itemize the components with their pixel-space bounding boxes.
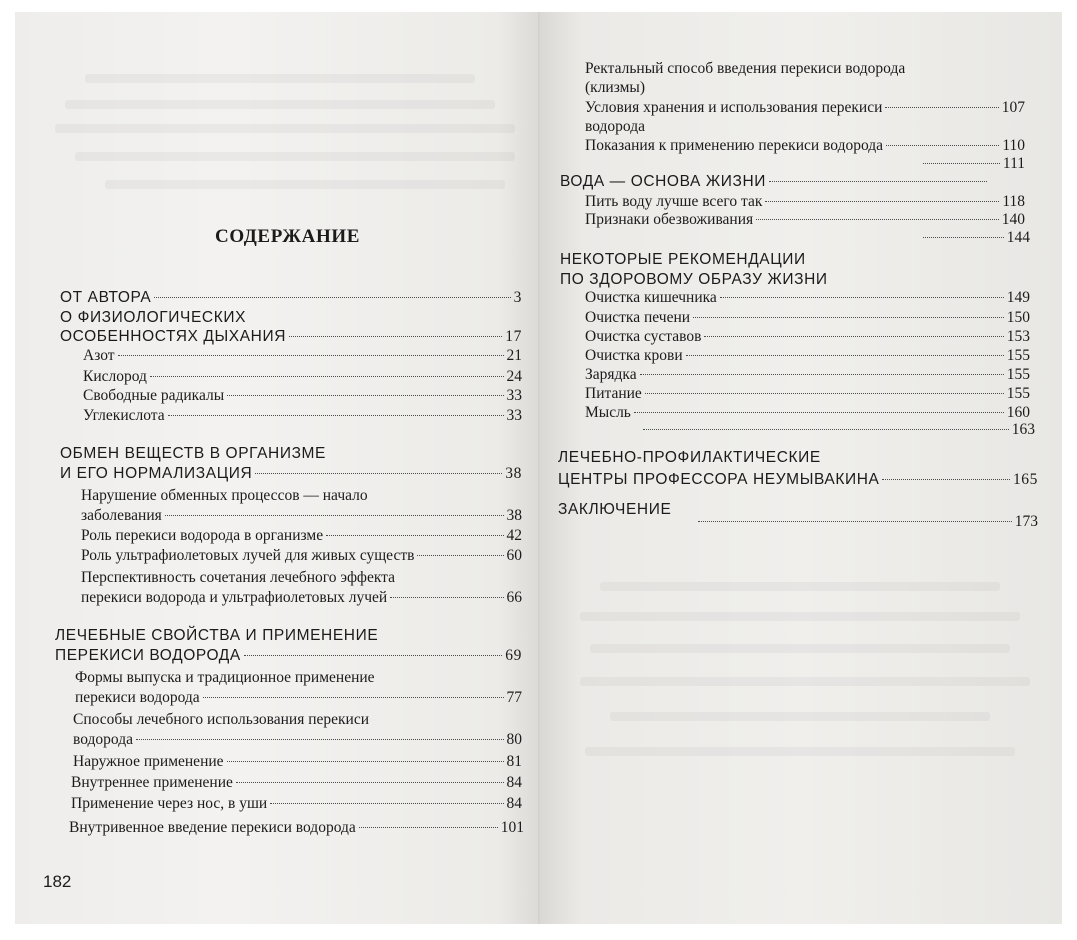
toc-entry-title: ЦЕНТРЫ ПРОФЕССОРА НЕУМЫВАКИНА <box>558 471 880 488</box>
leader-dots <box>720 297 1004 298</box>
show-through-text <box>600 582 1000 591</box>
leader-dots <box>923 163 1000 164</box>
toc-entry-page: 165 <box>1012 471 1038 488</box>
leader-dots <box>390 597 503 598</box>
toc-entry-page: 155 <box>1006 385 1030 402</box>
leader-dots <box>168 415 504 416</box>
leader-dots <box>203 697 504 698</box>
toc-entry <box>69 818 524 837</box>
toc-entry-page: 84 <box>506 795 522 812</box>
leader-dots <box>255 473 502 474</box>
show-through-text <box>585 747 1015 756</box>
toc-entry <box>83 386 522 405</box>
leader-dots <box>882 479 1009 480</box>
toc-entry <box>920 228 1030 247</box>
toc-entry <box>83 406 522 425</box>
page-number: 182 <box>43 872 72 891</box>
show-through-text <box>590 644 1010 653</box>
leader-dots <box>698 521 1012 522</box>
toc-entry-title: Признаки обезвоживания <box>585 211 754 228</box>
toc-entry-title: Зарядка <box>585 366 637 383</box>
toc-entry-page: 153 <box>1006 328 1030 345</box>
toc-entry-title: Перспективность сочетания лечебного эффекта <box>81 569 395 586</box>
toc-entry-page: 107 <box>1001 99 1025 116</box>
toc-entry-title: Способы лечебного использования перекиси <box>73 711 369 728</box>
show-through-text <box>105 180 505 189</box>
toc-entry <box>585 192 1025 211</box>
leader-dots <box>634 412 1004 413</box>
toc-entry-page: 155 <box>1006 366 1030 383</box>
toc-entry-title: Очистка печени <box>585 309 691 326</box>
leader-dots <box>923 237 1004 238</box>
toc-entry-title: Очистка крови <box>585 347 683 364</box>
toc-entry-title: Условия хранения и использования перекиси <box>585 99 883 116</box>
leader-dots <box>417 555 503 556</box>
toc-entry-title: перекиси водорода <box>75 689 200 706</box>
toc-entry <box>585 327 1030 346</box>
toc-entry-title: Нарушение обменных процессов — начало <box>81 487 368 504</box>
toc-entry <box>71 794 522 813</box>
show-through-text <box>75 152 515 161</box>
toc-entry-title: (клизмы) <box>585 79 646 96</box>
toc-entry-page: 80 <box>506 731 522 748</box>
left-page <box>15 12 540 924</box>
toc-entry <box>585 384 1030 403</box>
toc-entry-page: 144 <box>1006 229 1030 246</box>
toc-entry-page: 160 <box>1006 404 1030 421</box>
toc-entry-page: 111 <box>1002 155 1025 172</box>
show-through-text <box>610 712 990 721</box>
toc-entry-title: Свободные радикалы <box>83 387 225 404</box>
toc-entry-page: 38 <box>506 507 522 524</box>
show-through-text <box>55 124 515 133</box>
toc-entry-title: Кислород <box>83 368 147 385</box>
toc-entry-title: Ректальный способ введения перекиси водорода <box>585 60 906 77</box>
leader-dots <box>236 782 504 783</box>
toc-entry <box>81 568 395 587</box>
toc-entry <box>558 470 1038 489</box>
toc-entry <box>60 464 522 483</box>
leader-dots <box>270 803 503 804</box>
toc-entry-title: Питание <box>585 385 642 402</box>
toc-entry-title: Очистка кишечника <box>585 289 717 306</box>
right-page <box>540 12 1062 924</box>
toc-entry-title: Углекислота <box>83 407 165 424</box>
leader-dots <box>165 515 504 516</box>
leader-dots <box>645 393 1004 394</box>
toc-entry-page: 140 <box>1001 211 1025 228</box>
toc-entry <box>585 288 1030 307</box>
toc-entry <box>83 346 522 365</box>
toc-entry-title: ВОДА — ОСНОВА ЖИЗНИ <box>560 173 767 190</box>
toc-entry-title: ОТ АВТОРА <box>60 289 152 306</box>
show-through-text <box>580 677 1030 686</box>
toc-entry-title: заболевания <box>81 507 162 524</box>
toc-entry <box>640 420 1035 439</box>
toc-entry-title: ПО ЗДОРОВОМУ ОБРАЗУ ЖИЗНИ <box>560 271 828 288</box>
toc-entry <box>71 773 522 792</box>
toc-entry-page: 163 <box>1011 421 1035 438</box>
show-through-text <box>65 100 495 109</box>
toc-entry-title: Очистка суставов <box>585 328 702 345</box>
toc-entry-title: Внутреннее применение <box>71 774 233 791</box>
leader-dots <box>227 395 503 396</box>
toc-entry-title: Роль ультрафиолетовых лучей для живых существ <box>81 547 415 564</box>
toc-entry-page: 3 <box>513 289 522 306</box>
toc-entry-page: 101 <box>500 819 524 836</box>
toc-entry <box>73 710 369 729</box>
toc-entry <box>920 154 1025 173</box>
toc-entry-page: 42 <box>506 527 522 544</box>
toc-entry <box>585 346 1030 365</box>
leader-dots <box>769 181 987 182</box>
toc-entry <box>560 270 828 289</box>
toc-entry-title: И ЕГО НОРМАЛИЗАЦИЯ <box>60 465 253 482</box>
toc-entry <box>585 365 1030 384</box>
show-through-text <box>580 612 1020 621</box>
toc-entry <box>81 526 522 545</box>
toc-entry <box>560 250 806 269</box>
toc-entry-page: 155 <box>1006 347 1030 364</box>
toc-entry-page: 150 <box>1006 309 1030 326</box>
toc-entry-page: 84 <box>506 774 522 791</box>
toc-entry-title: Азот <box>83 347 115 364</box>
toc-entry-title: перекиси водорода и ультрафиолетовых лучей <box>81 589 388 606</box>
toc-entry-title: Мысль <box>585 404 631 421</box>
toc-entry <box>60 327 522 346</box>
leader-dots <box>704 336 1003 337</box>
toc-entry-page: 69 <box>505 647 522 664</box>
toc-entry-title: Применение через нос, в уши <box>71 795 268 812</box>
toc-entry-title: водорода <box>73 731 133 748</box>
toc-entry-page: 77 <box>506 689 522 706</box>
leader-dots <box>227 761 504 762</box>
toc-entry-page: 24 <box>506 368 522 385</box>
leader-dots <box>693 317 1004 318</box>
toc-entry-title: НЕКОТОРЫЕ РЕКОМЕНДАЦИИ <box>560 251 806 268</box>
toc-entry <box>55 626 378 645</box>
book-spread <box>15 12 1062 924</box>
toc-entry-title: ЗАКЛЮЧЕНИЕ <box>558 501 672 518</box>
toc-entry-page: 21 <box>506 347 522 364</box>
toc-entry <box>60 444 326 463</box>
toc-entry-page: 17 <box>505 328 522 345</box>
leader-dots <box>686 355 1004 356</box>
toc-entry <box>73 752 522 771</box>
leader-dots <box>154 297 510 298</box>
toc-entry <box>560 172 990 191</box>
toc-entry <box>55 646 522 665</box>
toc-entry-title: ОБМЕН ВЕЩЕСТВ В ОРГАНИЗМЕ <box>60 445 326 462</box>
toc-heading: СОДЕРЖАНИЕ <box>215 226 360 247</box>
toc-entry-title: ЛЕЧЕБНЫЕ СВОЙСТВА И ПРИМЕНЕНИЕ <box>55 627 379 644</box>
show-through-text <box>85 74 475 83</box>
toc-entry <box>83 367 522 386</box>
toc-entry <box>585 210 1025 229</box>
toc-entry-title: О ФИЗИОЛОГИЧЕСКИХ <box>60 309 247 326</box>
toc-entry-page: 173 <box>1014 513 1038 530</box>
toc-entry <box>585 59 905 78</box>
toc-entry-page: 60 <box>506 547 522 564</box>
leader-dots <box>756 219 999 220</box>
toc-entry <box>695 512 1038 531</box>
toc-entry-title: Показания к применению перекиси водорода <box>585 137 884 154</box>
toc-entry <box>75 668 375 687</box>
leader-dots <box>244 655 502 656</box>
toc-entry <box>585 78 645 97</box>
toc-entry-page: 118 <box>1002 193 1025 210</box>
toc-entry <box>558 448 821 467</box>
toc-entry-page: 110 <box>1002 137 1025 154</box>
toc-entry <box>75 688 522 707</box>
leader-dots <box>643 429 1009 430</box>
toc-entry-title: Формы выпуска и традиционное применение <box>75 669 375 686</box>
toc-entry <box>585 136 1025 155</box>
leader-dots <box>326 535 503 536</box>
toc-entry-page: 149 <box>1006 289 1030 306</box>
toc-entry-page: 33 <box>506 387 522 404</box>
leader-dots <box>765 201 999 202</box>
toc-entry <box>81 506 522 525</box>
leader-dots <box>136 739 504 740</box>
toc-entry <box>558 500 671 519</box>
leader-dots <box>289 336 502 337</box>
toc-entry-title: Пить воду лучше всего так <box>585 193 763 210</box>
toc-entry-title: ПЕРЕКИСИ ВОДОРОДА <box>55 647 241 664</box>
toc-entry-title: Наружное применение <box>73 753 224 770</box>
toc-entry <box>585 117 645 136</box>
toc-entry <box>60 308 246 327</box>
toc-entry-title: Внутривенное введение перекиси водорода <box>69 819 356 836</box>
toc-entry <box>73 730 522 749</box>
toc-entry <box>81 588 522 607</box>
toc-entry <box>585 308 1030 327</box>
toc-entry <box>81 486 368 505</box>
toc-entry-page: 33 <box>506 407 522 424</box>
leader-dots <box>359 827 498 828</box>
leader-dots <box>885 107 998 108</box>
toc-entry <box>60 288 522 307</box>
toc-entry-title: ОСОБЕННОСТЯХ ДЫХАНИЯ <box>60 328 286 345</box>
leader-dots <box>150 376 504 377</box>
toc-entry <box>585 98 1025 117</box>
toc-entry-page: 81 <box>506 753 522 770</box>
toc-entry-page: 66 <box>506 589 522 606</box>
toc-entry-title: Роль перекиси водорода в организме <box>81 527 324 544</box>
leader-dots <box>886 145 999 146</box>
leader-dots <box>118 355 504 356</box>
toc-entry-title: водорода <box>585 118 645 135</box>
toc-entry <box>81 546 522 565</box>
toc-entry-page: 38 <box>505 465 522 482</box>
toc-entry-title: ЛЕЧЕБНО-ПРОФИЛАКТИЧЕСКИЕ <box>558 449 821 466</box>
leader-dots <box>640 374 1004 375</box>
